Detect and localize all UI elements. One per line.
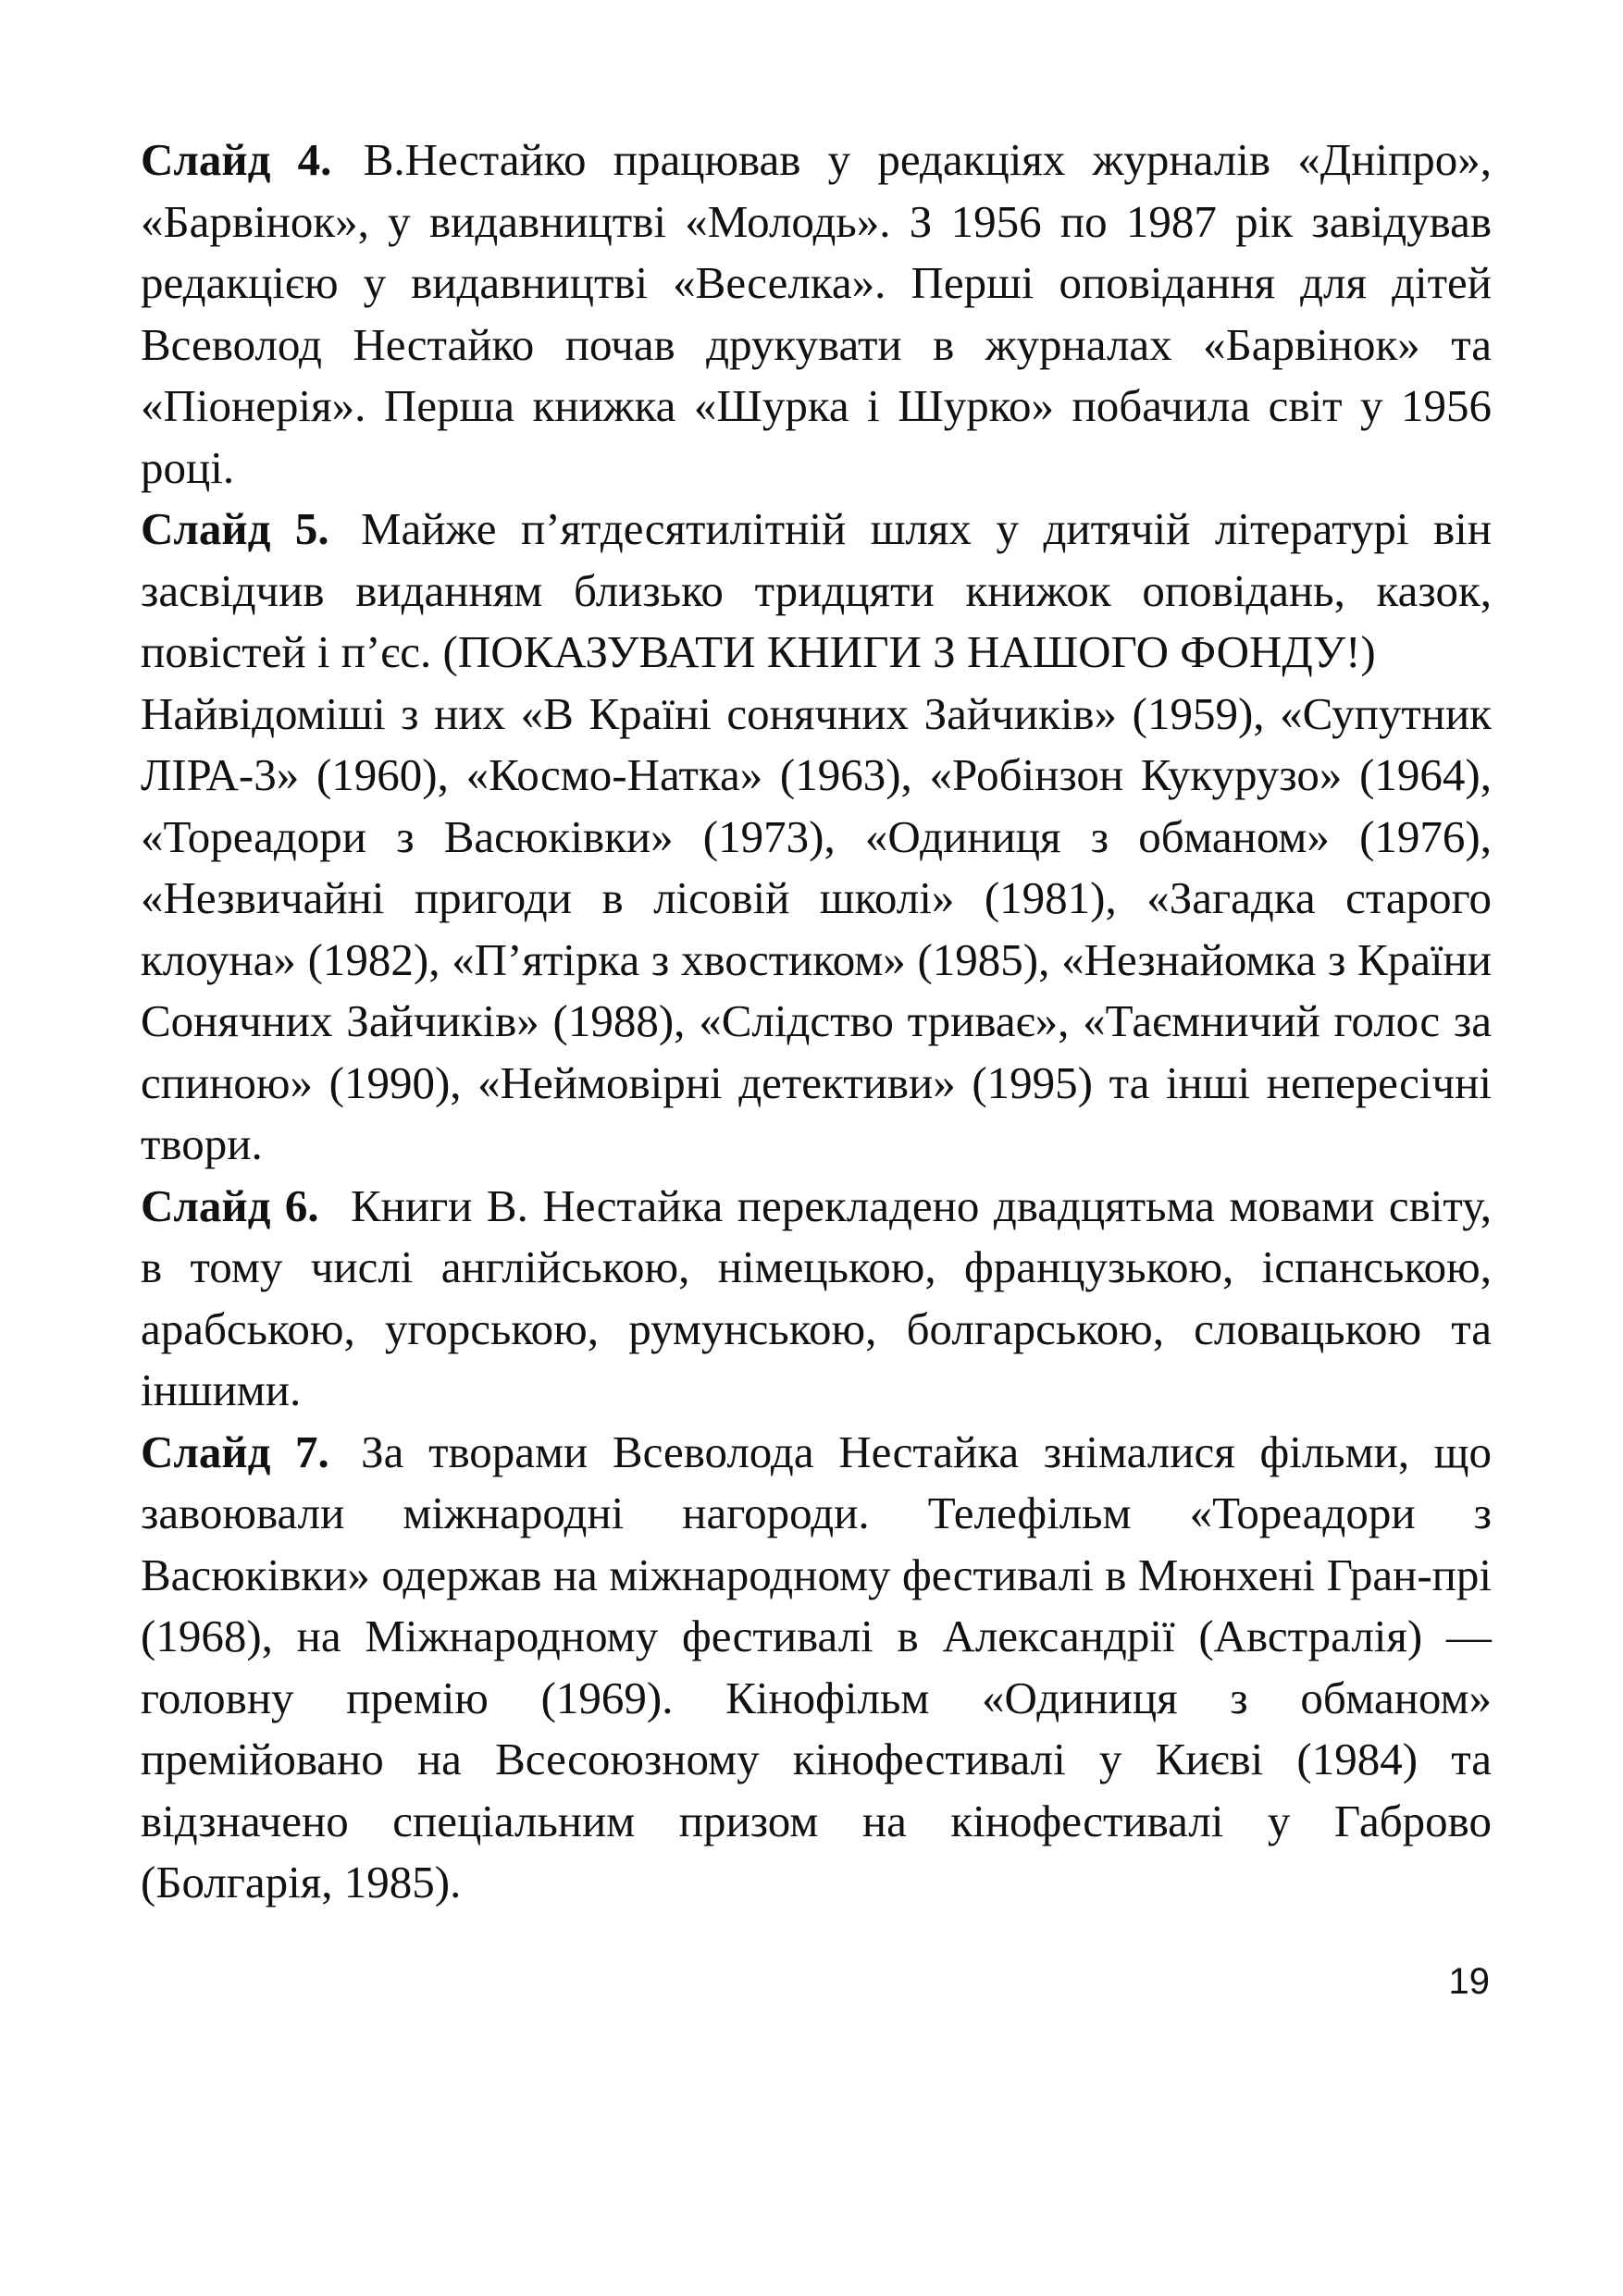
- paragraph-slide-5: [141, 499, 1492, 684]
- slide-label: Слайд 5.: [141, 503, 329, 554]
- slide-label: Слайд 4.: [141, 134, 332, 185]
- paragraph-text: Майже п’ятдесятилітній шлях у дитячій літературі він засвідчив виданням близько тридцяти книжок оповідань, казок, повістей і п’єс. (ПОКАЗУВАТИ КНИГИ З НАШОГО ФОНДУ!): [141, 503, 1492, 677]
- page-number: 19: [1448, 1961, 1490, 2002]
- paragraph-famous-works: [141, 684, 1492, 1176]
- slide-label: Слайд 7.: [141, 1426, 329, 1477]
- slide-label: Слайд 6.: [141, 1179, 319, 1231]
- paragraph-slide-7: [141, 1422, 1492, 1914]
- paragraph-text: За творами Всеволода Нестайка знімалися фільми, що завоювали міжнародні нагороди. Телефільм «Тореадори з Васюківки» одержав на міжнародному фестивалі в Мюнхені Гран-прі (1968), на Міжнародному фестивалі в Александрії (Австралія) — головну премію (1969). Кінофільм «Одиниця з обманом» премійовано на Всесоюзному кінофестивалі у Києві (1984) та відзначено спеціальним призом на кінофестивалі у Габрово (Болгарія, 1985).: [141, 1426, 1492, 1907]
- paragraph-slide-4: [141, 130, 1492, 499]
- document-body: [141, 130, 1492, 1914]
- paragraph-text: В.Нестайко працював у редакціях журналів «Дніпро», «Барвінок», у видавництві «Молодь». З 1956 по 1987 рік завідував редакцією у видавництві «Веселка». Перші оповідання для дітей Всеволод Нестайко почав друкувати в журналах «Барвінок» та «Піонерія». Перша книжка «Шурка і Шурко» побачила світ у 1956 році.: [141, 134, 1493, 493]
- paragraph-text: Найвідоміші з них «В Країні сонячних Зайчиків» (1959), «Супутник ЛІРА-3» (1960), «Космо-Натка» (1963), «Робінзон Кукурузо» (1964), «Тореадори з Васюківки» (1973), «Одиниця з обманом» (1976), «Незвичайні пригоди в лісовій школі» (1981), «Загадка старого клоуна» (1982), «П’ятірка з хвостиком» (1985), «Незнайомка з Країни Сонячних Зайчиків» (1988), «Слідство триває», «Таємничий голос за спиною» (1990), «Неймовірні детективи» (1995) та інші непересічні твори.: [141, 687, 1492, 1169]
- paragraph-text: Книги В. Нестайка перекладено двадцятьма мовами світу, в тому числі англійською, німецькою, французькою, іспанською, арабською, угорською, румунською, болгарською, словацькою та іншими.: [141, 1179, 1492, 1415]
- paragraph-slide-6: [141, 1176, 1492, 1422]
